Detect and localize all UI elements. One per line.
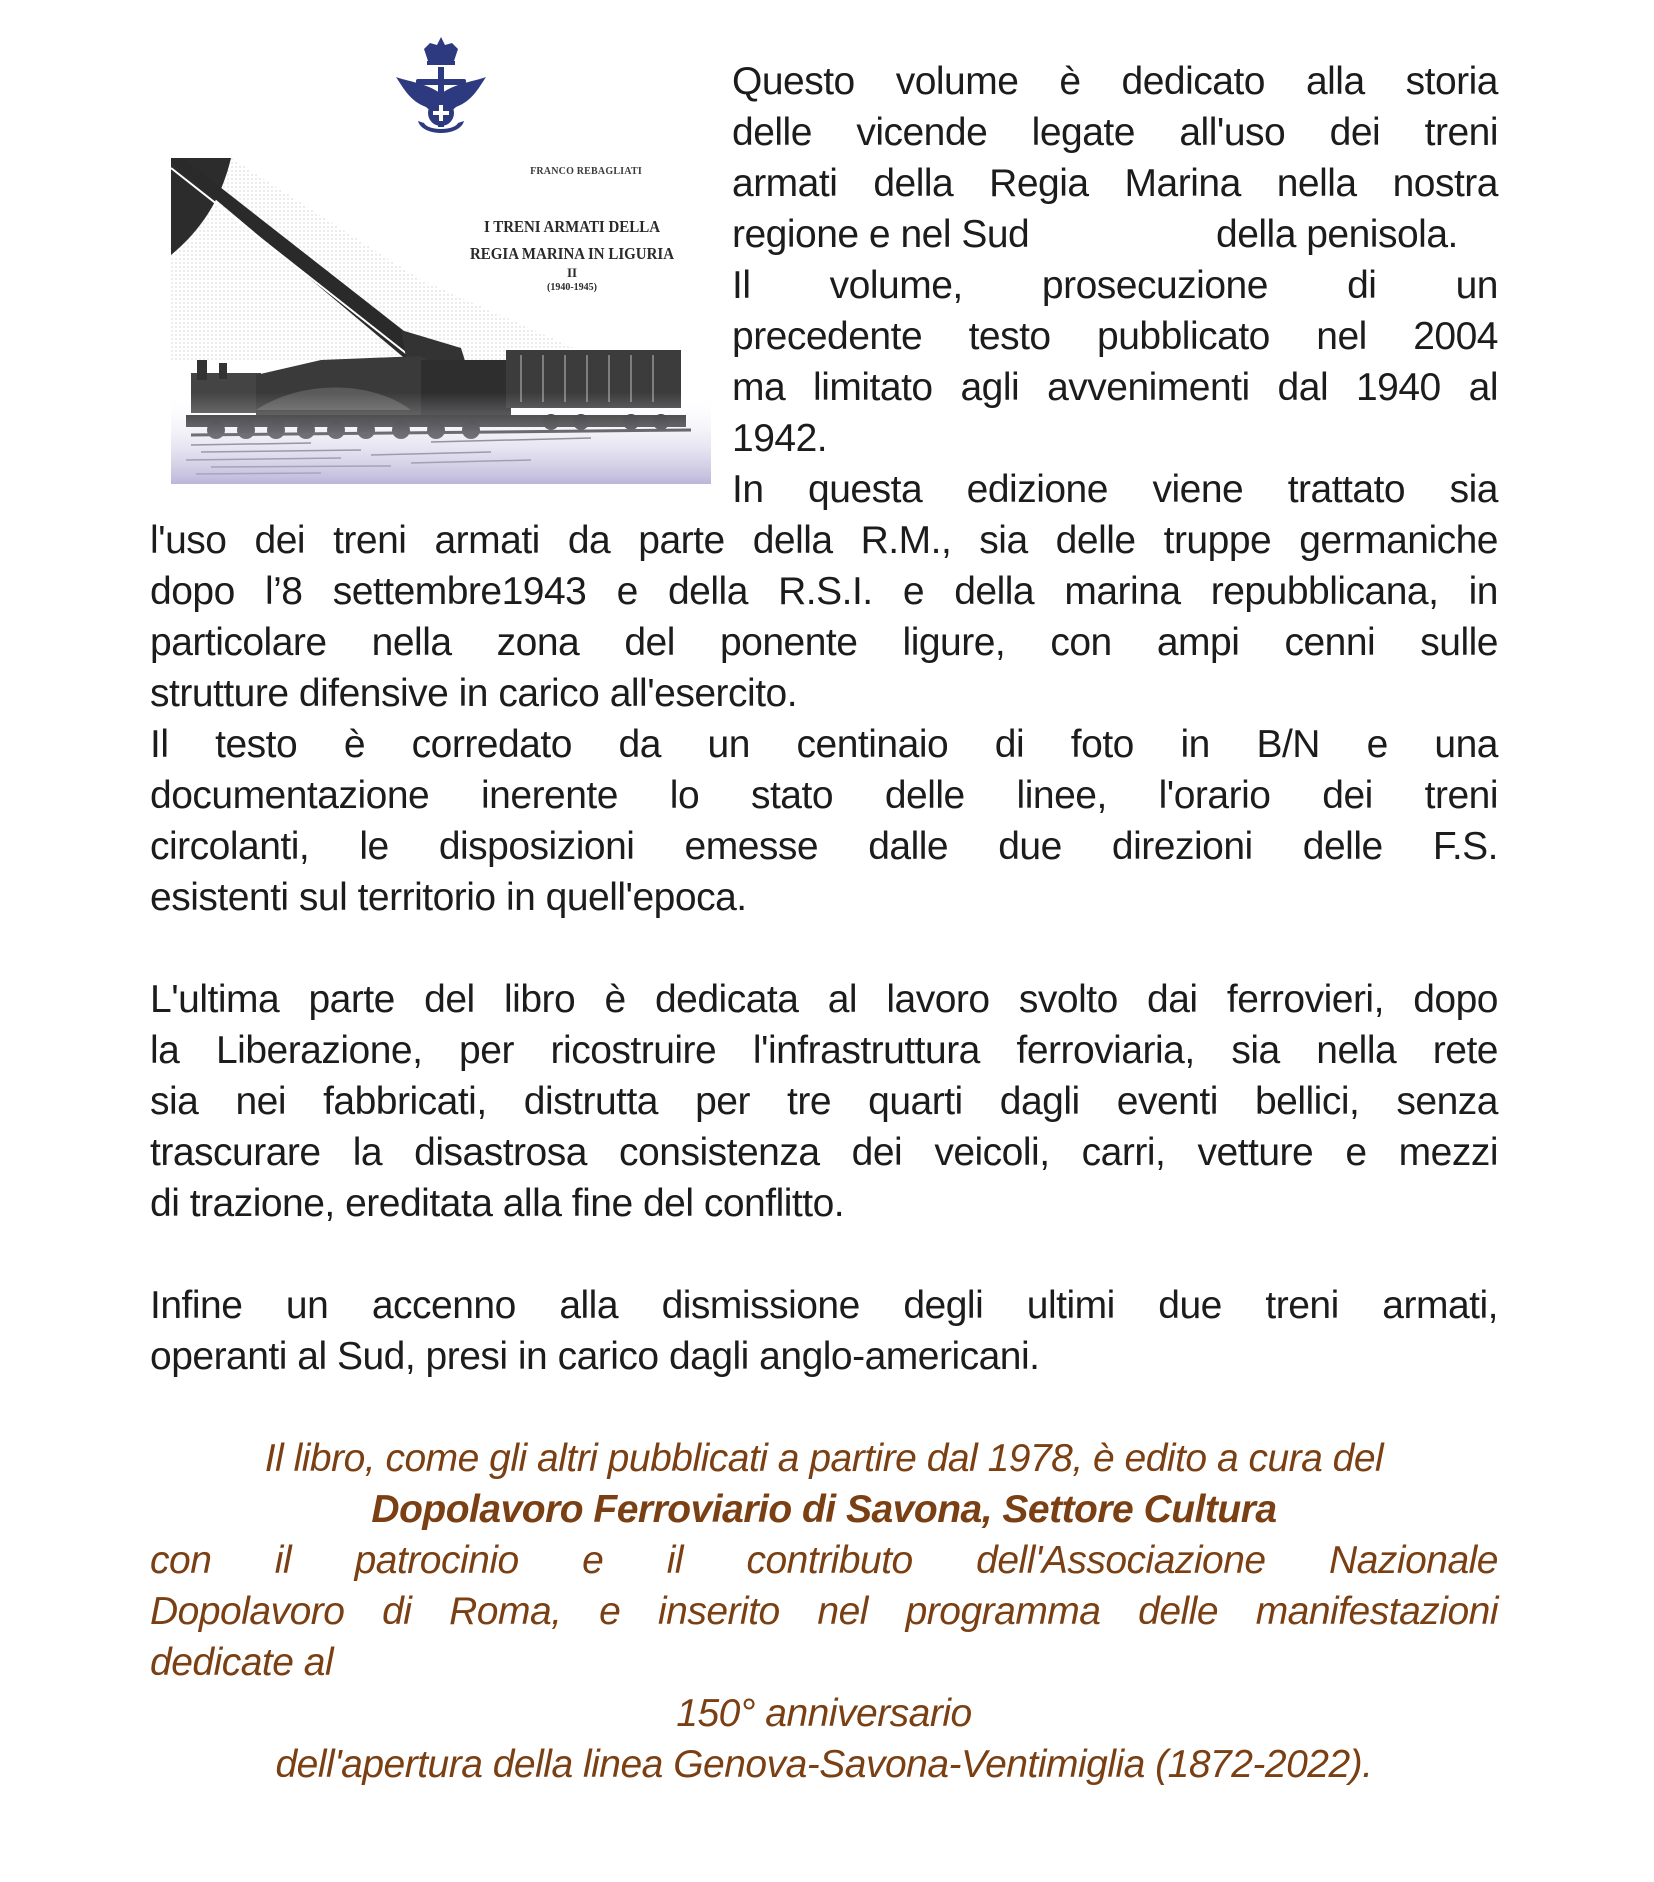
- text-line: precedente testo pubblicato nel 2004: [732, 315, 1498, 358]
- credits-line: con il patrocinio e il contributo dell'Associazione Nazionale: [150, 1539, 1498, 1582]
- book-cover-image: [171, 30, 711, 484]
- cover-title: [433, 218, 711, 293]
- text-line: operanti al Sud, presi in carico dagli anglo-americani.: [150, 1335, 1040, 1378]
- text-line: In questa edizione viene trattato sia: [732, 468, 1498, 511]
- credits-line: Dopolavoro di Roma, e inserito nel programma delle manifestazioni: [150, 1590, 1498, 1633]
- text-line: delle vicende legate all'uso dei treni: [732, 111, 1498, 154]
- cover-volume: II: [566, 265, 578, 280]
- text-line: particolare nella zona del ponente ligure, con ampi cenni sulle: [150, 621, 1498, 664]
- credits-line: dedicate al: [150, 1641, 334, 1684]
- text-line: Questo volume è dedicato alla storia: [732, 60, 1498, 103]
- regia-marina-emblem-icon: [396, 37, 486, 133]
- text-line: di trazione, ereditata alla fine del conflitto.: [150, 1182, 845, 1225]
- text-line: regione e nel Sud: [732, 213, 1030, 256]
- cover-title-line1: I TRENI ARMATI DELLA: [483, 217, 661, 236]
- credits-line: Il libro, come gli altri pubblicati a partire dal 1978, è edito a cura del: [264, 1437, 1384, 1480]
- text-line: sia nei fabbricati, distrutta per tre quarti dagli eventi bellici, senza: [150, 1080, 1498, 1123]
- cover-author: FRANCO REBAGLIATI: [530, 166, 642, 177]
- text-line: 1942.: [732, 417, 828, 460]
- anniversary-label: 150° anniversario: [676, 1692, 972, 1735]
- text-line: l'uso dei treni armati da parte della R.M., sia delle truppe germaniche: [150, 519, 1498, 562]
- text-line: Infine un accenno alla dismissione degli ultimi due treni armati,: [150, 1284, 1498, 1327]
- text-line: esistenti sul territorio in quell'epoca.: [150, 876, 747, 919]
- text-line: documentazione inerente lo stato delle linee, l'orario dei treni: [150, 774, 1498, 817]
- cover-title-line2: REGIA MARINA IN LIGURIA: [469, 244, 675, 263]
- text-line: ma limitato agli avvenimenti dal 1940 al: [732, 366, 1498, 409]
- text-line: Il volume, prosecuzione di un: [732, 264, 1498, 307]
- publisher-name: Dopolavoro Ferroviario di Savona, Settore Cultura: [371, 1488, 1277, 1531]
- text-line: della penisola.: [1216, 213, 1458, 256]
- cover-years: (1940-1945): [547, 282, 597, 293]
- text-line: strutture difensive in carico all'esercito.: [150, 672, 798, 715]
- text-line: circolanti, le disposizioni emesse dalle due direzioni delle F.S.: [150, 825, 1498, 868]
- credits-line: dell'apertura della linea Genova-Savona-Ventimiglia (1872-2022).: [275, 1743, 1373, 1786]
- text-line: trascurare la disastrosa consistenza dei veicoli, carri, vetture e mezzi: [150, 1131, 1498, 1174]
- cover-tint: [171, 158, 711, 484]
- text-line: L'ultima parte del libro è dedicata al lavoro svolto dai ferrovieri, dopo: [150, 978, 1498, 1021]
- text-line: armati della Regia Marina nella nostra: [732, 162, 1498, 205]
- text-line: dopo l’8 settembre1943 e della R.S.I. e della marina repubblicana, in: [150, 570, 1498, 613]
- text-line: la Liberazione, per ricostruire l'infrastruttura ferroviaria, sia nella rete: [150, 1029, 1498, 1072]
- text-line: Il testo è corredato da un centinaio di foto in B/N e una: [150, 723, 1498, 766]
